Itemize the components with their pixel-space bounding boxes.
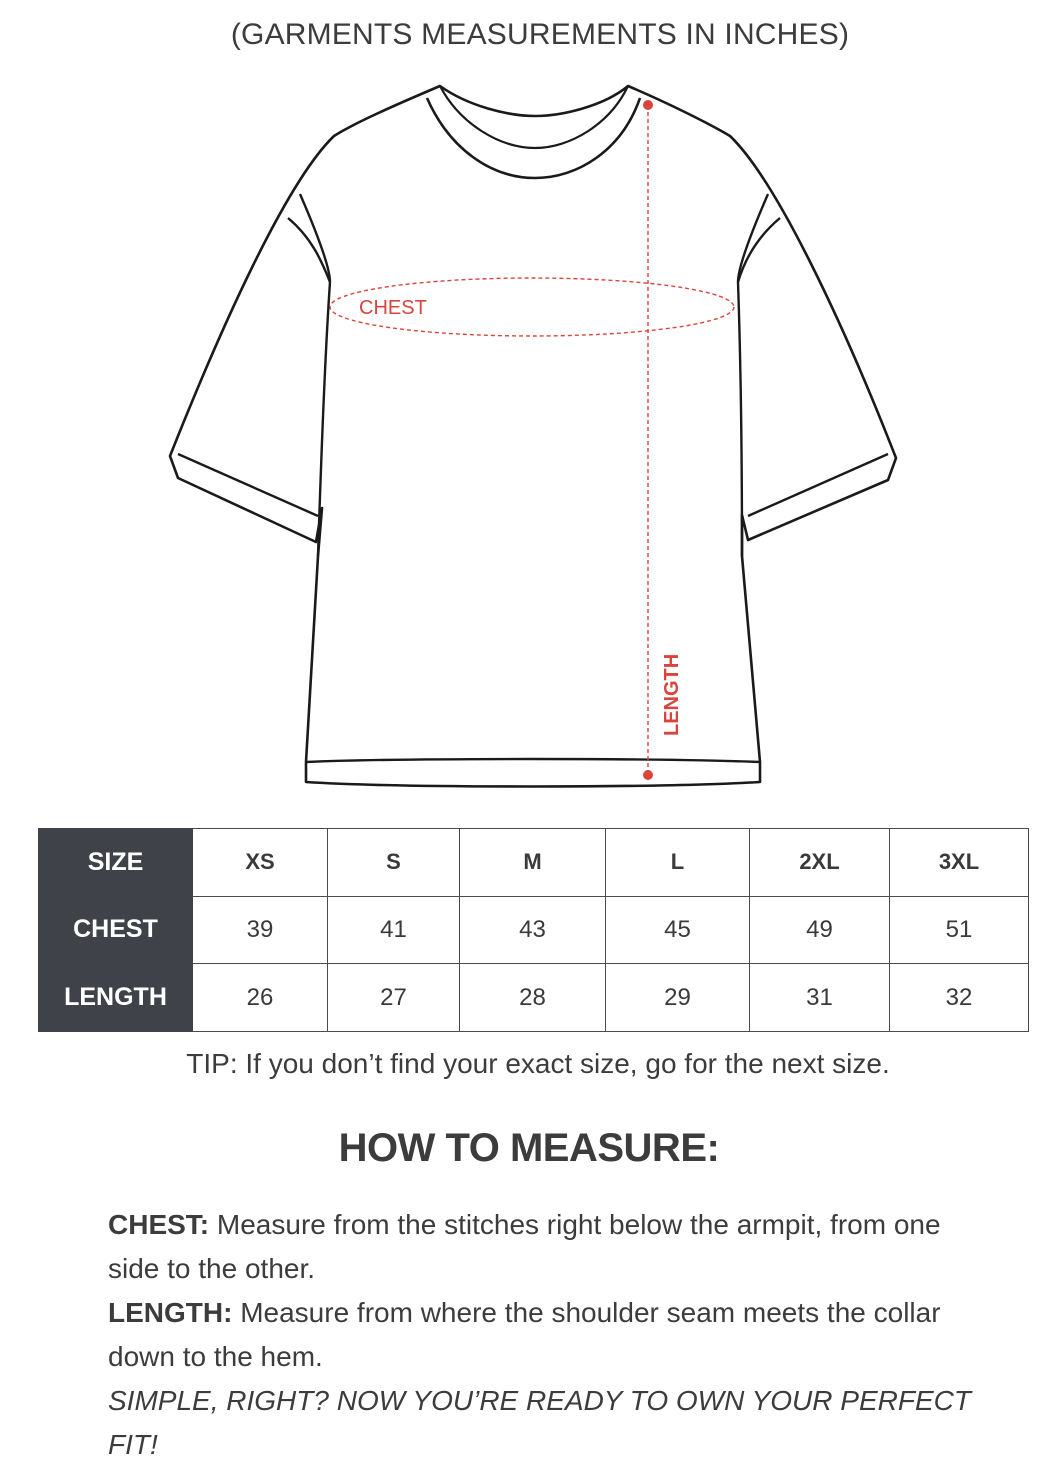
chest-text: Measure from the stitches right below the armpit, from one side to the other. — [108, 1209, 941, 1284]
length-cell: 29 — [606, 964, 750, 1032]
size-chart-table — [38, 828, 1029, 1032]
length-cell: 32 — [890, 964, 1029, 1032]
length-text: Measure from where the shoulder seam meets the collar down to the hem. — [108, 1297, 941, 1372]
length-bottom-dot — [643, 770, 653, 780]
chest-cell: 41 — [328, 896, 460, 964]
length-term: LENGTH: — [108, 1297, 233, 1328]
length-cell: 28 — [460, 964, 606, 1032]
tshirt-outline — [170, 86, 896, 787]
size-cell: 2XL — [750, 829, 890, 897]
chest-cell: 43 — [460, 896, 606, 964]
row-label-size: SIZE — [39, 829, 193, 897]
chest-cell: 49 — [750, 896, 890, 964]
chest-term: CHEST: — [108, 1209, 210, 1240]
row-label-chest: CHEST — [39, 896, 193, 964]
length-instruction — [108, 1291, 988, 1379]
table-row-size — [39, 829, 1029, 897]
row-label-length: LENGTH — [39, 964, 193, 1032]
length-label: LENGTH — [661, 653, 683, 736]
how-to-measure-heading: HOW TO MEASURE: — [338, 1126, 720, 1170]
length-top-dot — [643, 100, 653, 110]
size-tip: TIP: If you don’t find your exact size, go for the next size. — [186, 1048, 890, 1079]
size-cell: L — [606, 829, 750, 897]
size-cell: XS — [193, 829, 328, 897]
table-row-chest — [39, 896, 1029, 964]
tshirt-measurement-diagram — [0, 70, 1064, 810]
length-cell: 31 — [750, 964, 890, 1032]
chest-cell: 45 — [606, 896, 750, 964]
length-cell: 26 — [193, 964, 328, 1032]
closing-note: SIMPLE, RIGHT? NOW YOU’RE READY TO OWN YOUR PERFECT FIT! — [108, 1385, 971, 1460]
size-cell: M — [460, 829, 606, 897]
size-cell: S — [328, 829, 460, 897]
length-cell: 27 — [328, 964, 460, 1032]
measure-instructions — [108, 1203, 988, 1467]
size-cell: 3XL — [890, 829, 1029, 897]
page-title: (GARMENTS MEASUREMENTS IN INCHES) — [230, 18, 850, 51]
chest-instruction — [108, 1203, 988, 1291]
table-row-length — [39, 964, 1029, 1032]
chest-label: CHEST — [359, 297, 427, 319]
chest-cell: 39 — [193, 896, 328, 964]
chest-cell: 51 — [890, 896, 1029, 964]
